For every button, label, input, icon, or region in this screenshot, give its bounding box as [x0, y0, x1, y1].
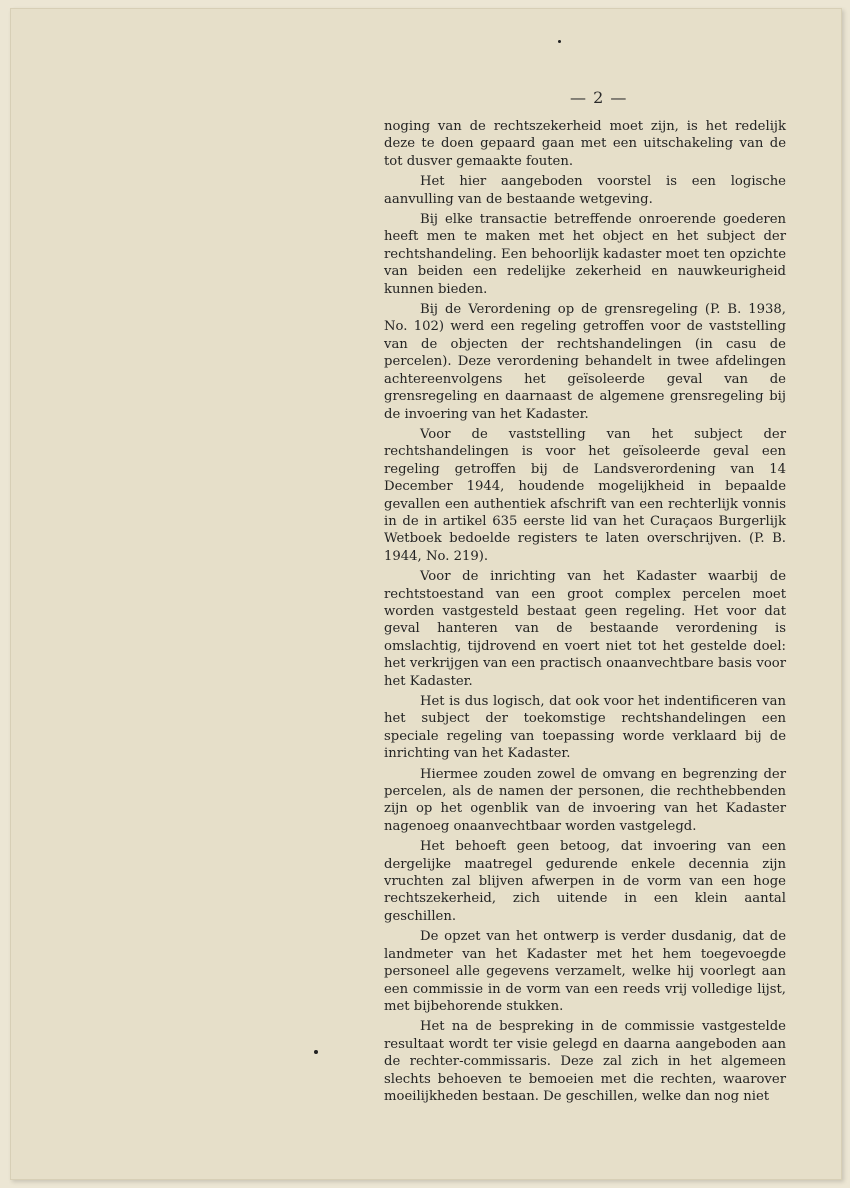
- paragraph: Voor de inrichting van het Kadaster waarbij de rechtstoestand van een groot complex percelen moet worden vastgesteld bestaat geen regeling. Het voor dat geval hanteren van de bestaande verordening is omslachtig, tijdrovend en voert niet tot het gestelde doel: het verkrijgen van een practisch onaanvechtbare basis voor het Kadaster.: [384, 569, 786, 689]
- body-text: [384, 118, 786, 1108]
- punch-mark-top: [558, 40, 561, 43]
- paragraph: Het is dus logisch, dat ook voor het indentificeren van het subject der toekomstige rechtshandelingen een speciale regeling van toepassing worde verklaard bij de inrichting van het Kadaster.: [384, 694, 786, 762]
- paragraph: Bij elke transactie betreffende onroerende goederen heeft men te maken met het object en het subject der rechtshandeling. Een behoorlijk kadaster moet ten opzichte van beiden een redelijke zekerheid en nauwkeurigheid kunnen bieden.: [384, 212, 786, 297]
- punch-mark-bottom: [314, 1050, 318, 1054]
- paragraph: Het na de bespreking in de commissie vastgestelde resultaat wordt ter visie gelegd en daarna aangeboden aan de rechter-commissaris. Deze zal zich in het algemeen slechts behoeven te bemoeien met die rechten, waarover moeilijkheden bestaan. De geschillen, welke dan nog niet: [384, 1019, 786, 1104]
- paragraph: Voor de vaststelling van het subject der rechtshandelingen is voor het geïsoleerde geval een regeling getroffen bij de Landsverordening van 14 December 1944, houdende mogelijkheid in bepaalde gevallen een authentiek afschrift van een rechterlijk vonnis in de in artikel 635 eerste lid van het Curaçaos Burgerlijk Wetboek bedoelde registers te laten overschrijven. (P. B. 1944, No. 219).: [384, 426, 786, 564]
- paragraph: Hiermee zouden zowel de omvang en begrenzing der percelen, als de namen der personen, die rechthebbenden zijn op het ogenblik van de invoering van het Kadaster nagenoeg onaanvechtbaar worden vastgelegd.: [384, 766, 786, 834]
- paragraph: Het behoeft geen betoog, dat invoering van een dergelijke maatregel gedurende enkele decennia zijn vruchten zal blijven afwerpen in de vorm van een hoge rechtszekerheid, zich uitende in een klein aantal geschillen.: [384, 839, 786, 924]
- page-number: — 2 —: [570, 88, 628, 107]
- paragraph: Het hier aangeboden voorstel is een logische aanvulling van de bestaande wetgeving.: [384, 174, 786, 207]
- paragraph: Bij de Verordening op de grensregeling (P. B. 1938, No. 102) werd een regeling getroffen voor de vaststelling van de objecten der rechtshandelingen (in casu de percelen). Deze verordening behandelt in twee afdelingen achtereenvolgens het geïsoleerde geval van de grensregeling en daarnaast de algemene grensregeling bij de invoering van het Kadaster.: [384, 302, 786, 422]
- paragraph: De opzet van het ontwerp is verder dusdanig, dat de landmeter van het Kadaster met het hem toegevoegde personeel alle gegevens verzamelt, welke hij voorlegt aan een commissie in de vorm van een reeds vrij volledige lijst, met bijbehorende stukken.: [384, 929, 786, 1014]
- paragraph: noging van de rechtszekerheid moet zijn, is het redelijk deze te doen gepaard gaan met een uitschakeling van de tot dusver gemaakte fouten.: [384, 119, 786, 169]
